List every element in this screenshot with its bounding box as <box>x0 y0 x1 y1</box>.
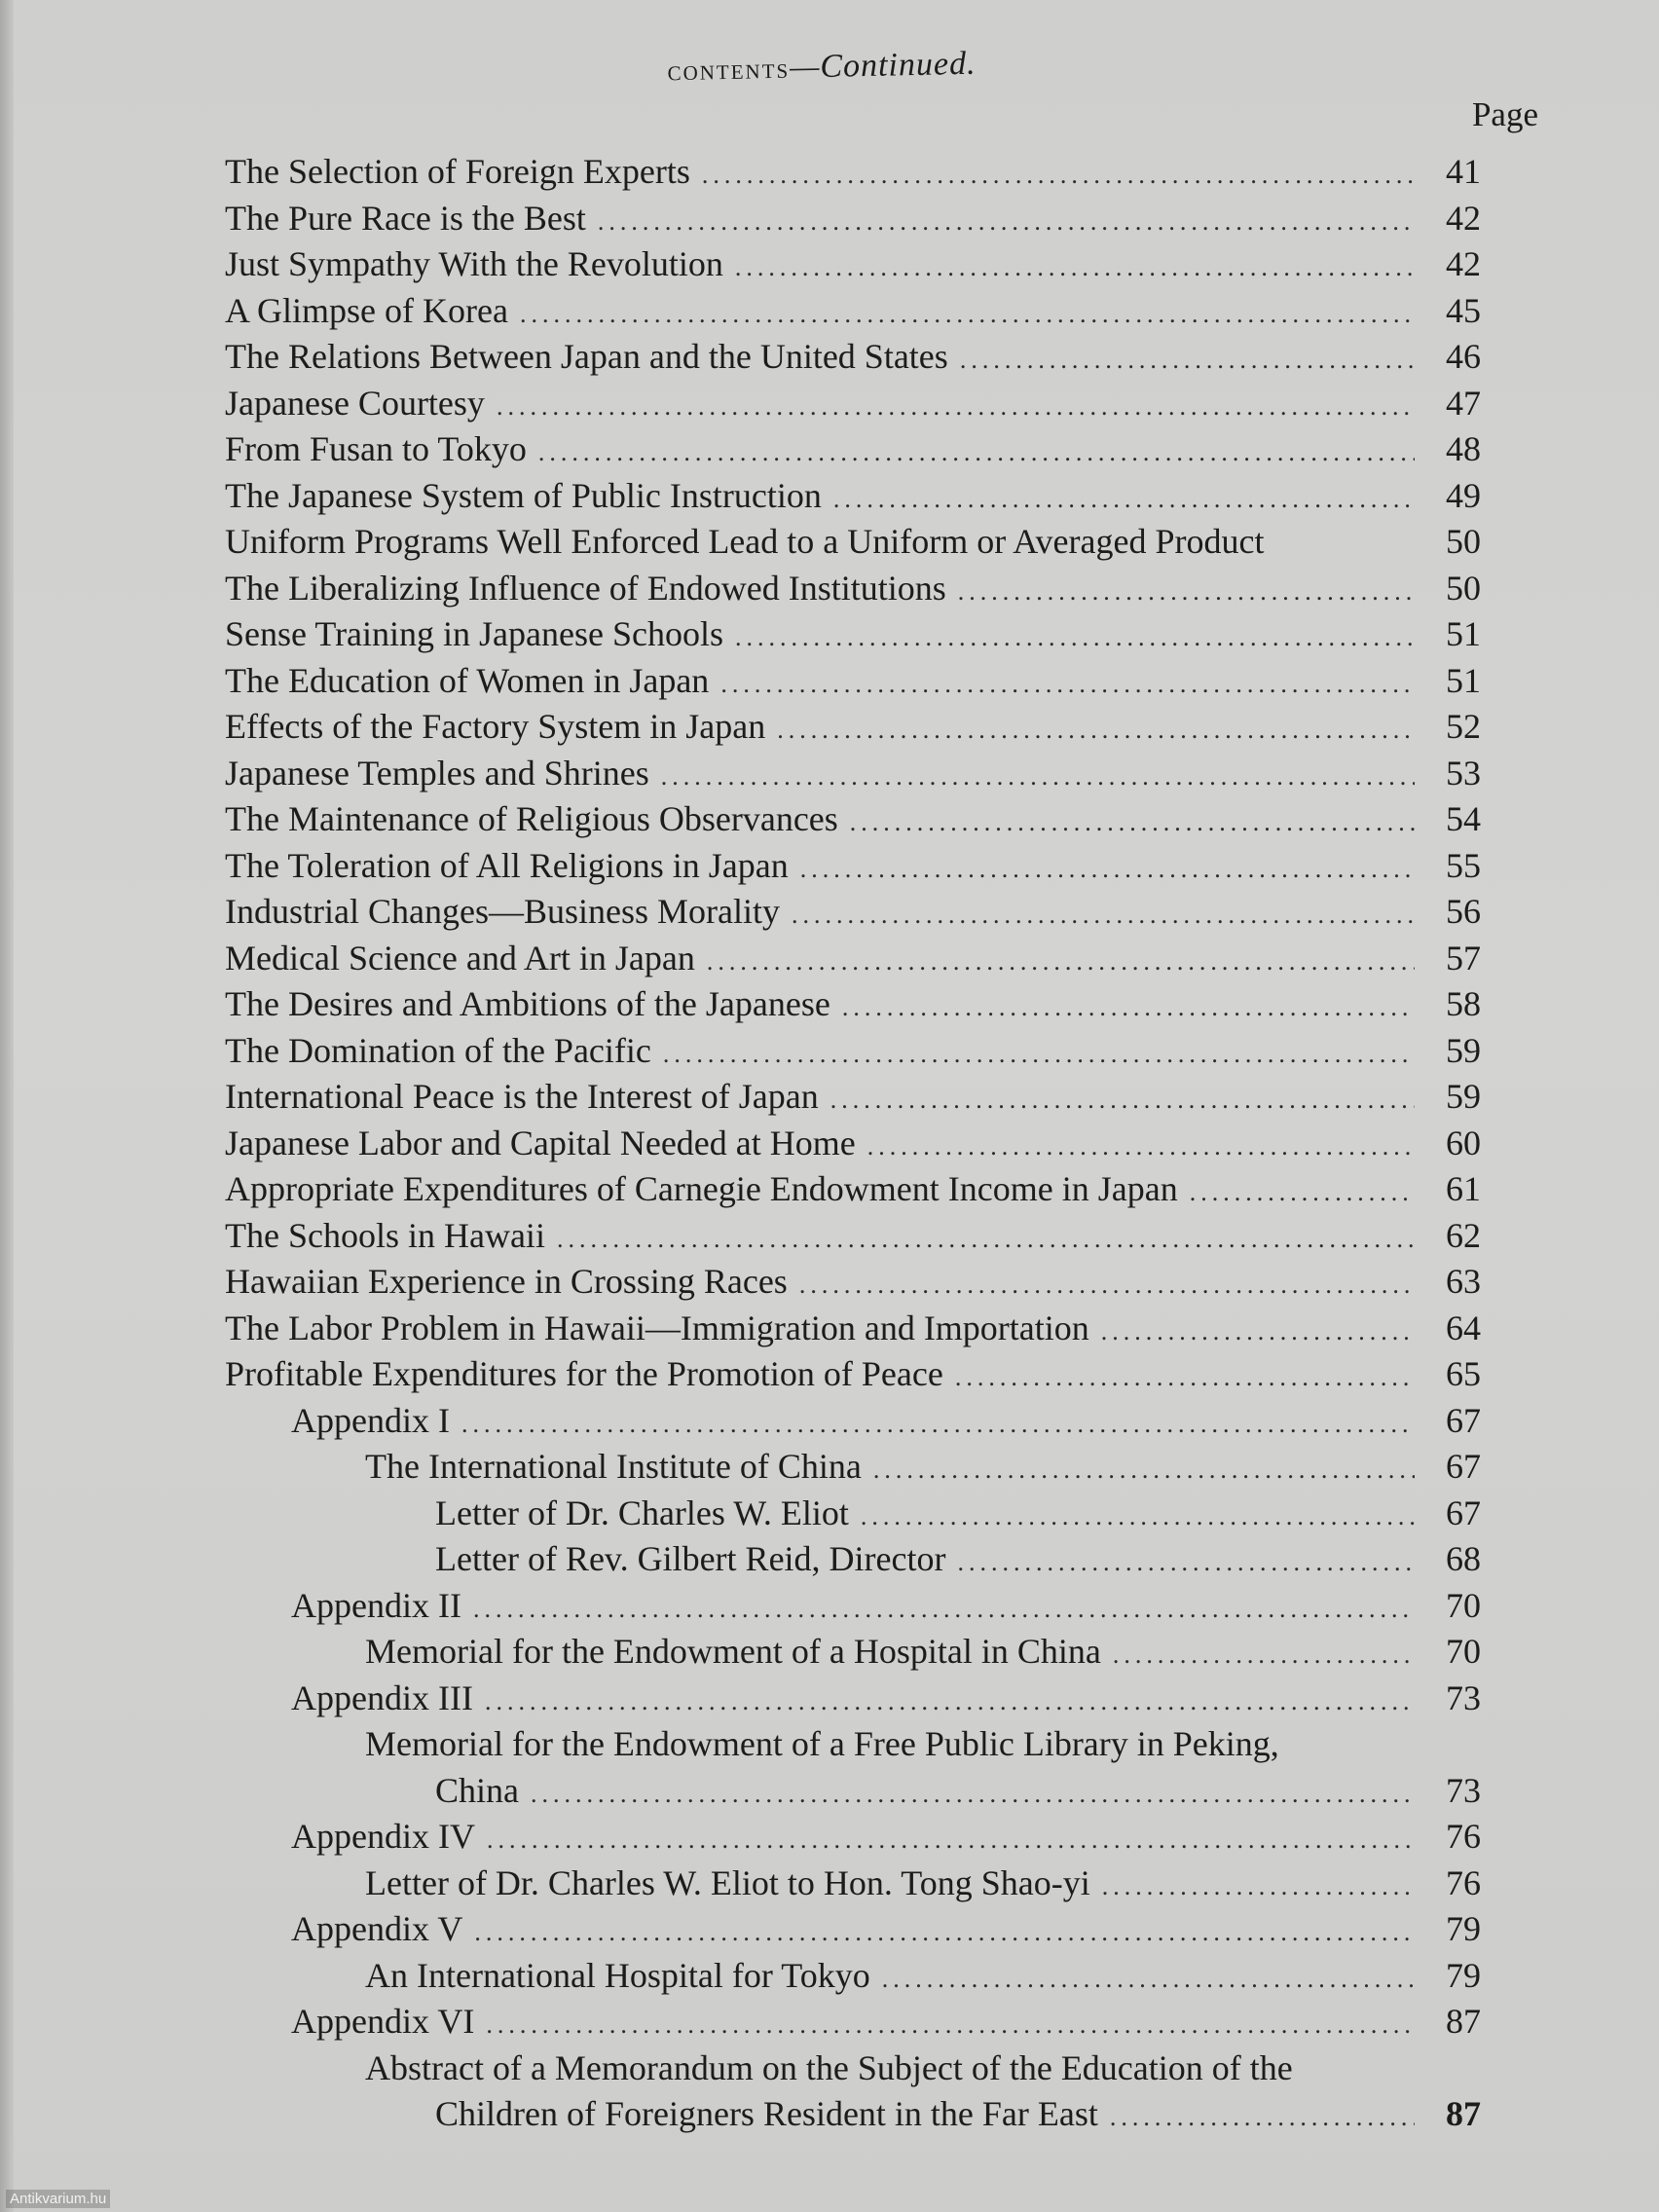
dot-leader <box>473 1586 1415 1633</box>
page-header <box>0 31 1651 103</box>
header-contents: contents <box>667 52 791 88</box>
toc-entry-page: 67 <box>1446 1400 1481 1440</box>
toc-entry <box>225 1999 1481 2046</box>
dot-leader <box>487 1817 1415 1863</box>
toc-entry-title: Hawaiian Experience in Crossing Races <box>225 1262 788 1301</box>
dot-leader <box>461 1401 1415 1448</box>
toc-entry <box>225 1028 1481 1075</box>
toc-entry-title: The Toleration of All Religions in Japan <box>225 845 789 885</box>
toc-entry <box>225 843 1481 890</box>
toc-entry-title: The Education of Women in Japan <box>225 660 710 700</box>
toc-entry-title: Sense Training in Japanese Schools <box>225 614 723 653</box>
toc-entry-title: Uniform Programs Well Enforced Lead to a Uniform or Averaged Product <box>225 522 1265 561</box>
toc-entry-title: Just Sympathy With the Revolution <box>225 244 723 283</box>
toc-entry-page: 51 <box>1446 660 1481 700</box>
toc-entry-page: 64 <box>1446 1308 1481 1347</box>
toc-entry-title: Letter of Dr. Charles W. Eliot <box>435 1493 849 1532</box>
toc-entry-page: 41 <box>1446 152 1481 191</box>
dot-leader <box>720 661 1415 708</box>
dot-leader <box>861 1493 1415 1540</box>
toc-entry-page: 87 <box>1446 2094 1481 2133</box>
dot-leader <box>800 846 1415 893</box>
toc-entry-title: Appropriate Expenditures of Carnegie Endowment Income in Japan <box>225 1169 1178 1208</box>
toc-entry <box>225 611 1481 658</box>
dot-leader <box>842 984 1415 1031</box>
toc-entry-page: 54 <box>1446 799 1481 838</box>
toc-entry-title: A Glimpse of Korea <box>225 290 508 330</box>
dot-leader <box>955 1354 1415 1401</box>
toc-entry <box>225 1629 1481 1676</box>
header-continued: —Continued. <box>789 45 977 86</box>
dot-leader <box>958 569 1415 615</box>
dot-leader <box>830 1077 1415 1124</box>
toc-entry <box>225 751 1481 797</box>
toc-entry-title: The Selection of Foreign Experts <box>225 152 690 191</box>
dot-leader <box>598 199 1415 245</box>
dot-leader <box>735 614 1415 661</box>
page-column-label: Page <box>1471 95 1538 133</box>
dot-leader <box>663 1031 1415 1078</box>
dot-leader <box>538 429 1415 476</box>
dot-leader <box>485 1678 1415 1725</box>
dot-leader <box>799 1262 1415 1309</box>
toc-entry-title: Appendix VI <box>291 2002 475 2041</box>
dot-leader <box>474 1909 1415 1956</box>
toc-entry <box>225 241 1481 288</box>
toc-entry <box>225 889 1481 936</box>
toc-entry <box>225 1398 1481 1445</box>
toc-entry <box>225 658 1481 705</box>
dot-leader <box>1113 1632 1415 1678</box>
toc-entry-title: Appendix I <box>291 1400 450 1440</box>
toc-entry-page: 70 <box>1446 1585 1481 1625</box>
toc-entry-title: Memorial for the Endowment of a Hospital in China <box>365 1632 1101 1671</box>
toc-entry-page: 87 <box>1446 2002 1481 2041</box>
toc-entry-title: Japanese Labor and Capital Needed at Home <box>225 1123 856 1162</box>
toc-entry <box>225 2046 1481 2092</box>
dot-leader <box>497 384 1415 430</box>
toc-entry <box>225 1676 1481 1722</box>
watermark: Antikvarium.hu <box>6 2190 110 2208</box>
toc-entry-title: Profitable Expenditures for the Promotion of Peace <box>225 1354 943 1393</box>
toc-entry <box>225 1721 1481 1768</box>
toc-entry-page: 60 <box>1446 1123 1481 1162</box>
toc-entry <box>225 473 1481 520</box>
toc-entry-page: 59 <box>1446 1030 1481 1070</box>
toc-entry-page: 47 <box>1446 383 1481 423</box>
toc-entry-page: 79 <box>1446 1955 1481 1995</box>
dot-leader <box>557 1216 1415 1263</box>
toc-entry <box>225 1166 1481 1213</box>
toc-entry-page: 58 <box>1446 984 1481 1023</box>
dot-leader <box>1190 1169 1415 1216</box>
dot-leader <box>867 1124 1415 1170</box>
toc-entry <box>225 334 1481 381</box>
toc-entry-title: The Maintenance of Religious Observances <box>225 799 838 838</box>
toc-entry <box>225 196 1481 242</box>
toc-entry <box>225 1351 1481 1398</box>
toc-entry-page: 55 <box>1446 845 1481 885</box>
toc-entry-page: 50 <box>1446 522 1481 561</box>
toc-entry-page: 57 <box>1446 938 1481 977</box>
toc-entry <box>225 1444 1481 1491</box>
toc-entry-title: China <box>435 1770 519 1810</box>
dot-leader <box>735 244 1415 291</box>
toc-entry-title: Abstract of a Memorandum on the Subject of the Education of the <box>365 2047 1293 2087</box>
toc-entry-title: Appendix III <box>291 1677 473 1717</box>
toc-entry-page: 61 <box>1446 1169 1481 1208</box>
dot-leader <box>882 1956 1415 2003</box>
dot-leader <box>486 2002 1415 2048</box>
toc-entry-title: The Pure Race is the Best <box>225 198 586 238</box>
toc-entry <box>225 149 1481 196</box>
toc-entry-title: Japanese Temples and Shrines <box>225 753 649 793</box>
toc-entry-page: 42 <box>1446 244 1481 283</box>
toc-entry-page: 51 <box>1446 614 1481 653</box>
toc-entry-title: The Japanese System of Public Instruction <box>225 475 822 515</box>
toc-entry-page: 63 <box>1446 1262 1481 1301</box>
toc-entry-title: Medical Science and Art in Japan <box>225 938 695 977</box>
toc-entry-title: The Desires and Ambitions of the Japanese <box>225 984 830 1023</box>
toc-entry-page: 76 <box>1446 1862 1481 1902</box>
toc-entry <box>225 1121 1481 1167</box>
toc-entry <box>225 936 1481 982</box>
toc-entry <box>225 2091 1481 2138</box>
dot-leader <box>873 1447 1415 1493</box>
toc-entry-title: The Liberalizing Influence of Endowed Institutions <box>225 568 946 608</box>
toc-entry-title: The Domination of the Pacific <box>225 1030 651 1070</box>
dot-leader <box>661 754 1415 800</box>
toc-entry-page: 70 <box>1446 1632 1481 1671</box>
toc-entry-page: 48 <box>1446 429 1481 468</box>
dot-leader <box>1110 2094 1415 2141</box>
toc-entry <box>225 1768 1481 1815</box>
toc-entry <box>225 566 1481 612</box>
dot-leader <box>850 799 1415 846</box>
dot-leader <box>833 476 1415 523</box>
dot-leader <box>520 291 1415 338</box>
toc-entry-page: 62 <box>1446 1215 1481 1255</box>
toc-entry <box>225 426 1481 473</box>
toc-entry <box>225 288 1481 335</box>
toc-entry <box>225 1536 1481 1583</box>
toc-entry <box>225 1306 1481 1352</box>
dot-leader <box>1102 1863 1415 1910</box>
toc-entry-title: Effects of the Factory System in Japan <box>225 707 766 746</box>
toc-entry-page: 73 <box>1446 1677 1481 1717</box>
toc-entry-page: 73 <box>1446 1770 1481 1810</box>
toc-entry-page: 46 <box>1446 337 1481 376</box>
toc-entry-page: 68 <box>1446 1539 1481 1578</box>
toc-entry <box>225 1583 1481 1630</box>
dot-leader <box>702 152 1415 199</box>
toc-entry-page: 79 <box>1446 1909 1481 1948</box>
toc-entry-title: Appendix II <box>291 1585 461 1625</box>
toc-entry <box>225 1491 1481 1537</box>
toc-entry-title: Appendix V <box>291 1909 463 1948</box>
toc-entry-title: An International Hospital for Tokyo <box>365 1955 870 1995</box>
toc-entry <box>225 1953 1481 2000</box>
toc-entry-page: 50 <box>1446 568 1481 608</box>
toc-entry <box>225 796 1481 843</box>
dot-leader <box>957 1539 1415 1586</box>
toc-entry-page: 65 <box>1446 1354 1481 1393</box>
toc-entry <box>225 1814 1481 1861</box>
toc-entry-page: 67 <box>1446 1493 1481 1532</box>
toc-entry-title: From Fusan to Tokyo <box>225 429 527 468</box>
toc-entry-title: The Relations Between Japan and the United States <box>225 337 948 376</box>
toc-entry-page: 53 <box>1446 753 1481 793</box>
toc-entry-page: 67 <box>1446 1447 1481 1486</box>
toc-entry-title: Letter of Dr. Charles W. Eliot to Hon. Tong Shao-yi <box>365 1862 1090 1902</box>
toc-entry <box>225 1861 1481 1907</box>
toc-entry-page: 59 <box>1446 1077 1481 1116</box>
toc-entry <box>225 1906 1481 1953</box>
toc-entry-page: 76 <box>1446 1817 1481 1856</box>
toc-entry-title: Letter of Rev. Gilbert Reid, Director <box>435 1539 946 1578</box>
toc-entry <box>225 1213 1481 1260</box>
toc-entry-page: 45 <box>1446 290 1481 330</box>
toc-entry-page: 49 <box>1446 475 1481 515</box>
toc-entry-title: The Schools in Hawaii <box>225 1215 545 1255</box>
toc-entry-title: The Labor Problem in Hawaii—Immigration and Importation <box>225 1308 1089 1347</box>
toc-entry <box>225 381 1481 427</box>
toc-entry <box>225 1259 1481 1306</box>
toc-entry <box>225 704 1481 751</box>
toc-entry-title: The International Institute of China <box>365 1447 862 1486</box>
toc-entry-title: Children of Foreigners Resident in the Far East <box>435 2094 1098 2133</box>
toc-entry-page: 56 <box>1446 892 1481 931</box>
toc-entry-title: Memorial for the Endowment of a Free Public Library in Peking, <box>365 1724 1279 1763</box>
table-of-contents <box>225 149 1481 2138</box>
dot-leader <box>777 707 1415 754</box>
toc-entry <box>225 1074 1481 1121</box>
toc-entry-title: Appendix IV <box>291 1817 475 1856</box>
dot-leader <box>1101 1309 1415 1355</box>
dot-leader <box>792 892 1415 939</box>
dot-leader <box>531 1771 1415 1818</box>
toc-entry-title: Japanese Courtesy <box>225 383 485 423</box>
dot-leader <box>707 939 1415 985</box>
toc-entry <box>225 981 1481 1028</box>
page-edge <box>0 0 14 2212</box>
dot-leader <box>960 337 1415 384</box>
toc-entry-page: 52 <box>1446 707 1481 746</box>
toc-entry <box>225 519 1481 566</box>
toc-entry-page: 42 <box>1446 198 1481 238</box>
toc-entry-title: International Peace is the Interest of Japan <box>225 1077 819 1116</box>
toc-entry-title: Industrial Changes—Business Morality <box>225 892 780 931</box>
